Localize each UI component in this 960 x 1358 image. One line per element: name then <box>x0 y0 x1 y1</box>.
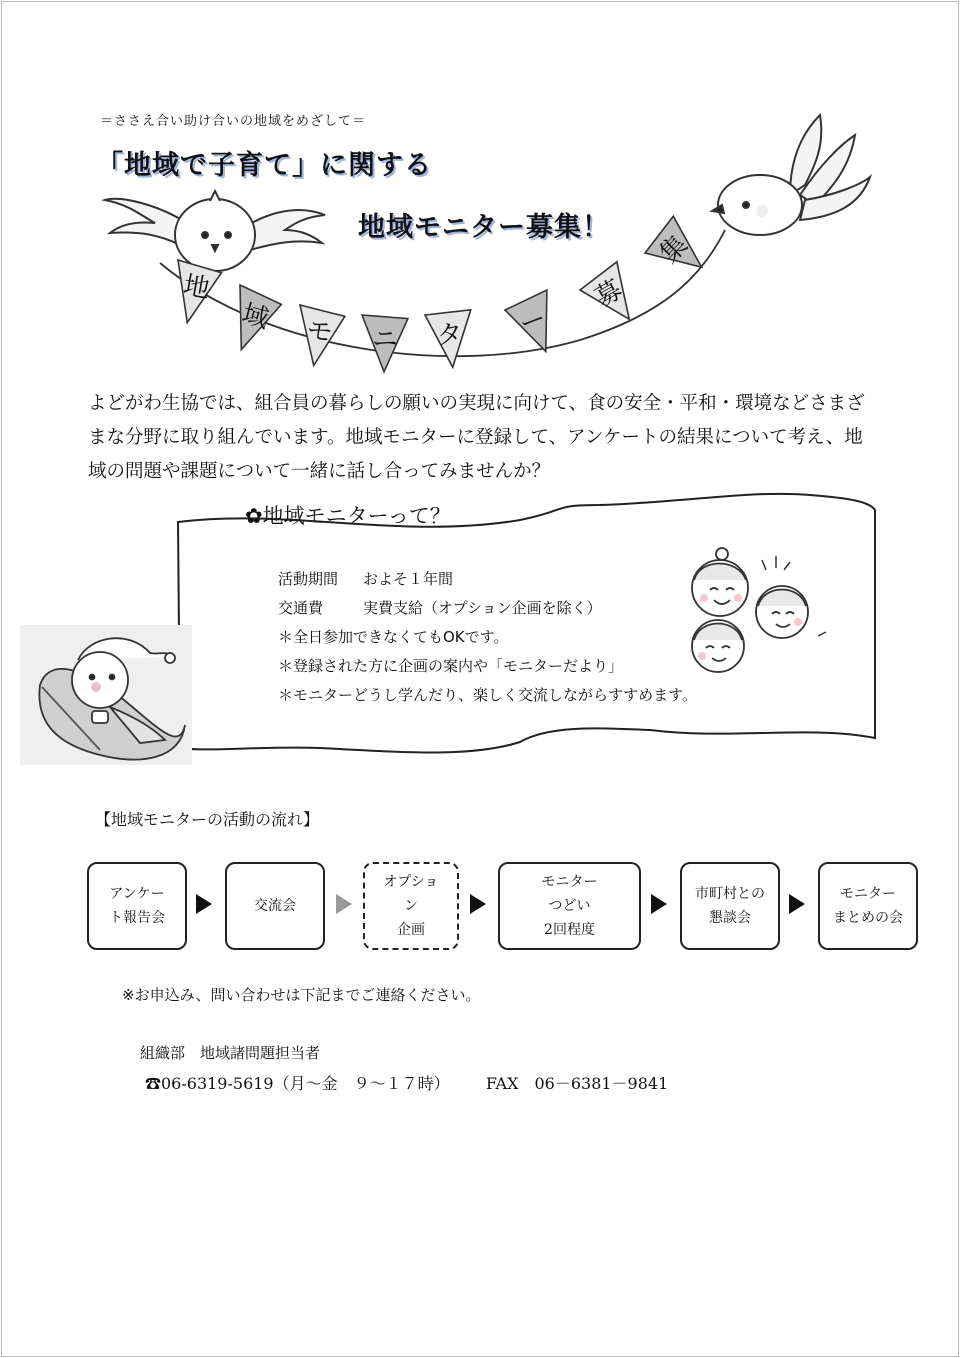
flow-step-label: 交流会 <box>254 898 296 914</box>
flow-arrow-icon <box>196 894 212 914</box>
flow-step-survey-report <box>87 862 187 950</box>
flow-arrow-icon <box>470 894 486 914</box>
right-bird-icon <box>712 115 870 235</box>
smiling-faces-illustration <box>672 540 832 680</box>
banner-flag <box>224 285 284 357</box>
face-icon <box>692 620 744 672</box>
banner-flag-label: 地 <box>181 270 212 305</box>
banner-flag <box>425 310 475 369</box>
flow-step-label: まとめの会 <box>833 910 903 926</box>
tagline: ＝ささえ合い助け合いの地域をめざして＝ <box>100 114 367 129</box>
flow-step-label: ン <box>404 898 418 914</box>
banner-flag <box>577 262 645 333</box>
transport-value: 実費支給（オプション企画を除く） <box>363 599 602 617</box>
bullet-item: ＊モニターどうし学んだり、楽しく交流しながらすすめます。 <box>278 686 697 704</box>
intro-line: よどがわ生協では、組合員の暮らしの願いの実現に向けて、食の安全・平和・環境などさまざ <box>88 393 865 414</box>
banner-flag-label: ー <box>516 303 551 341</box>
flow-step-label: モニター <box>840 886 896 902</box>
banner-flag <box>641 216 713 288</box>
intro-paragraph <box>88 387 908 489</box>
fax-number: FAX 06－6381－9841 <box>485 1074 669 1093</box>
banner-flag-label: ニ <box>371 324 399 356</box>
child-face-icon <box>72 652 128 708</box>
banner-flag-label: タ <box>435 319 464 352</box>
period-label: 活動期間 <box>278 570 339 588</box>
flow-section-title: 【地域モニターの活動の流れ】 <box>95 810 320 829</box>
left-bird-icon <box>105 191 325 271</box>
bullet-item: ＊登録された方に企画の案内や「モニターだより」 <box>278 657 624 675</box>
section-title-what: ✿地域モニターって？ <box>245 504 451 528</box>
bullet-item: ＊全日参加できなくてもOKです。 <box>278 628 509 646</box>
banner-flag-label: 募 <box>590 274 628 314</box>
period-row <box>278 565 697 594</box>
banner-flag <box>168 260 223 327</box>
flow-step-municipal-meeting <box>680 862 780 950</box>
banner-flag <box>503 290 565 359</box>
flow-step-optional-event <box>363 862 459 950</box>
transport-row <box>278 594 697 623</box>
contact-line <box>145 1071 668 1094</box>
birds-banner-illustration <box>100 105 880 385</box>
transport-label: 交通費 <box>278 599 324 617</box>
flow-step-label: 市町村との <box>695 886 765 902</box>
intro-line: まな分野に取り組んでいます。地域モニターに登録して、アンケートの結果について考え、地 <box>88 427 863 448</box>
face-icon <box>756 586 808 638</box>
flow-step-label: 2回程度 <box>544 922 595 938</box>
flow-step-label: 懇談会 <box>709 910 751 926</box>
flow-step-label: つどい <box>548 898 591 914</box>
flow-step-summary-meeting <box>818 862 918 950</box>
flow-step-label: アンケー <box>109 886 165 902</box>
page-title: 「地域で子育て」に関する <box>96 150 432 181</box>
child-on-leaf-illustration <box>20 625 192 765</box>
flow-arrow-icon <box>336 894 352 914</box>
phone-number: ☎06-6319-5619（月～金 ９～１７時） <box>145 1074 450 1093</box>
flow-arrow-icon <box>651 894 667 914</box>
flow-step-monitor-gathering <box>498 862 641 950</box>
banner-flag <box>360 315 408 373</box>
banner-flag-label: 域 <box>238 299 272 335</box>
flow-step-label: モニター <box>541 874 598 890</box>
banner-flag-label: モ <box>304 315 335 349</box>
flow-step-label: ト報告会 <box>109 910 165 926</box>
flow-step-label: 企画 <box>397 922 425 938</box>
flow-step-exchange <box>225 862 325 950</box>
banner-flag <box>292 305 346 369</box>
face-icon <box>692 548 748 616</box>
period-value: およそ１年間 <box>363 570 454 588</box>
flow-arrow-icon <box>789 894 805 914</box>
flow-step-label: オプショ <box>383 874 439 890</box>
department-name: 組織部 地域諸問題担当者 <box>140 1044 321 1062</box>
page-subtitle: 地域モニター募集！ <box>358 212 610 243</box>
monitor-info <box>278 565 697 710</box>
intro-line: 域の問題や課題について一緒に話し合ってみませんか？ <box>88 461 551 482</box>
banner-flag-label: 集 <box>654 229 694 270</box>
contact-note: ※お申込み、問い合わせは下記までご連絡ください。 <box>122 986 481 1004</box>
